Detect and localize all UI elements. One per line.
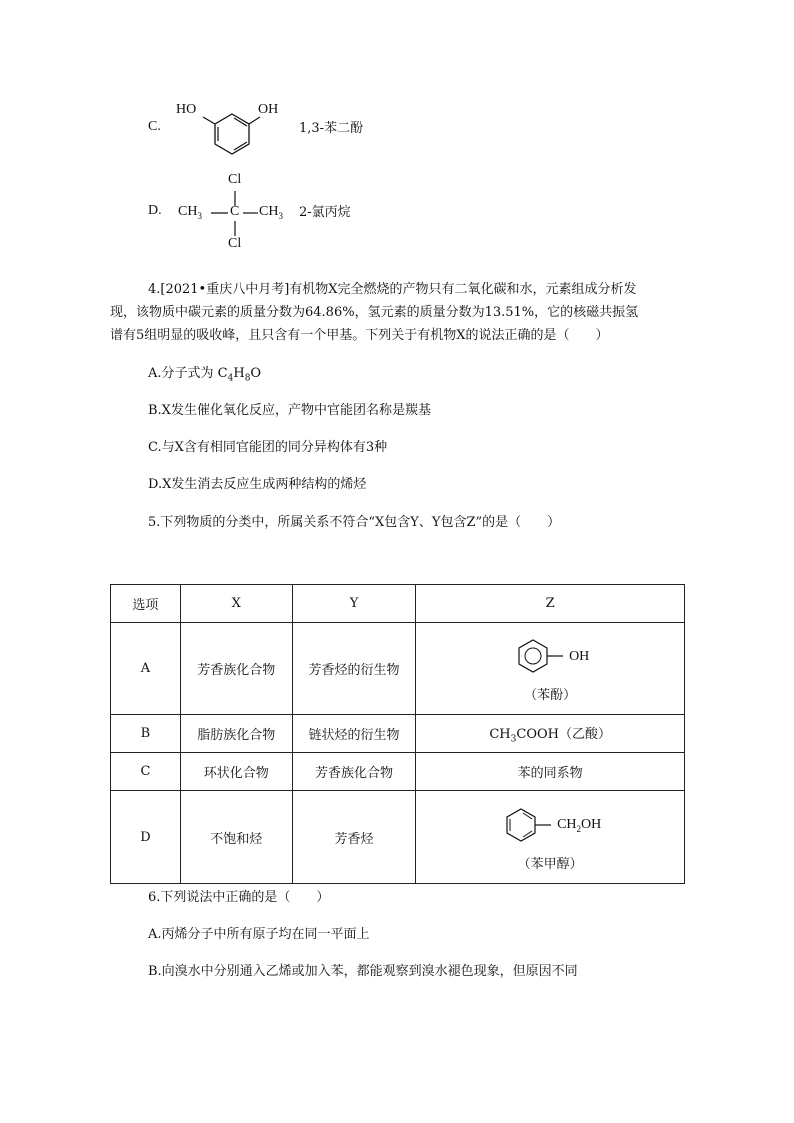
row-a-option: A (111, 623, 181, 715)
row-d-x: 不饱和烃 (180, 791, 292, 884)
benzyl-ch2oh: $CH_2OH$ (557, 817, 602, 834)
header-y: Y (292, 585, 416, 623)
q4-option-d: D.X发生消去反应生成两种结构的烯烃 (148, 477, 367, 492)
table-row (111, 791, 685, 884)
q4-line-2: 现，该物质中碳元素的质量分数为64.86%，氢元素的质量分数为13.51%，它的核磁共振氢 (110, 305, 639, 320)
table-row (111, 753, 685, 791)
row-b-x: 脂肪族化合物 (180, 715, 292, 753)
header-z: Z (416, 585, 685, 623)
q6-stem: 6.下列说法中正确的是（ ） (148, 890, 330, 905)
row-a-y: 芳香烃的衍生物 (292, 623, 416, 715)
row-b-z: $CH_3COOH$（乙酸） (416, 715, 685, 753)
ho-group-left: HO (176, 102, 197, 117)
q4-line-1: 4.[2021•重庆八中月考]有机物X完全燃烧的产物只有二氧化碳和水，元素组成分析发 (148, 282, 637, 297)
row-b-y: 链状烃的衍生物 (292, 715, 416, 753)
row-a-x: 芳香族化合物 (180, 623, 292, 715)
q6-option-a: A.丙烯分子中所有原子均在同一平面上 (148, 927, 370, 942)
cl-bottom: Cl (228, 236, 242, 251)
q6-option-b: B.向溴水中分别通入乙烯或加入苯，都能观察到溴水褪色现象，但原因不同 (148, 964, 578, 979)
option-d-label: D. (148, 203, 162, 218)
q4-option-b: B.X发生催化氧化反应，产物中官能团名称是羰基 (148, 403, 431, 418)
q4-line-3: 谱有5组明显的吸收峰，且只含有一个甲基。下列关于有机物X的说法正确的是（ ） (110, 328, 609, 343)
oh-group-right: OH (258, 102, 279, 117)
option-c-label: C. (148, 119, 161, 134)
option-c-name: 1,3-苯二酚 (299, 121, 364, 136)
row-c-x: 环状化合物 (180, 753, 292, 791)
q5-classification-table (110, 584, 685, 884)
q5-stem: 5.下列物质的分类中，所属关系不符合“X包含Y、Y包含Z”的是（ ） (148, 515, 561, 530)
central-carbon: C (230, 204, 240, 219)
row-b-option: B (111, 715, 181, 753)
cl-top: Cl (228, 172, 242, 187)
q4-option-c: C.与X含有相同官能团的同分异构体有3种 (148, 440, 388, 455)
q4-option-a: A.分子式为 $C_4H_8O$ (148, 366, 262, 384)
phenol-oh: OH (569, 649, 590, 664)
row-c-y: 芳香族化合物 (292, 753, 416, 791)
table-row (111, 623, 685, 715)
header-x: X (180, 585, 292, 623)
row-a-z (416, 623, 685, 715)
benzyl-ring (499, 805, 557, 847)
row-d-z-caption: （苯甲醇） (517, 856, 583, 872)
row-d-y: 芳香烃 (292, 791, 416, 884)
phenol-ring (511, 636, 569, 678)
header-option: 选项 (111, 585, 181, 623)
row-c-z: 苯的同系物 (416, 753, 685, 791)
table-header-row (111, 585, 685, 623)
row-d-z (416, 791, 685, 884)
ch3-left: $CH_3$ (178, 204, 202, 221)
row-a-z-caption: （苯酚） (524, 688, 577, 703)
row-c-option: C (111, 753, 181, 791)
table-row (111, 715, 685, 753)
option-d-name: 2-氯丙烷 (299, 205, 351, 220)
row-d-option: D (111, 791, 181, 884)
ch3-right: $CH_3$ (259, 204, 283, 221)
